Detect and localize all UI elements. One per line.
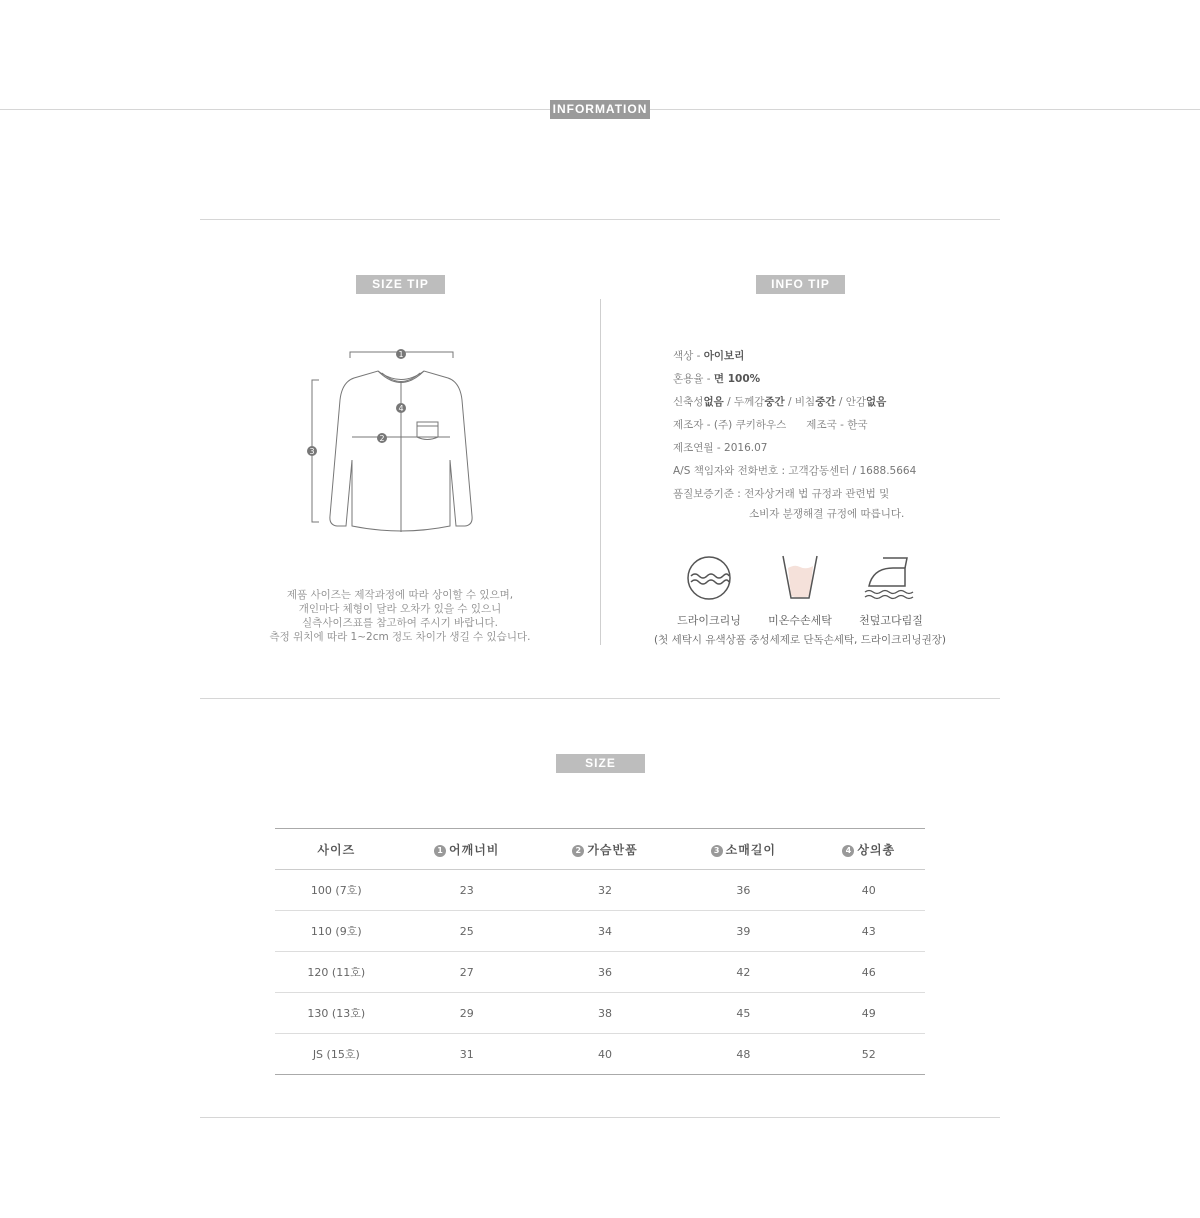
bottom-divider — [200, 1117, 1000, 1118]
size-tag: SIZE — [556, 754, 645, 773]
care-hand-wash — [755, 552, 845, 628]
table-row: 120 (11호) 27 36 42 46 — [275, 952, 925, 993]
svg-text:4: 4 — [398, 404, 404, 413]
garment-diagram — [300, 340, 500, 540]
care-iron — [846, 552, 936, 628]
table-row: 110 (9호) 25 34 39 43 — [275, 911, 925, 952]
section-divider-2 — [200, 698, 1000, 699]
iron-with-cloth-icon — [861, 552, 921, 604]
care-label: 드라이크리닝 — [677, 614, 741, 627]
header-shoulder: 1 어깨너비 — [398, 829, 536, 870]
lukewarm-hand-wash-icon — [775, 552, 825, 602]
info-warranty: 품질보증기준 : 전자상거래 법 규정과 관련법 및 소비자 분쟁해결 규정에 따릅니다. — [673, 488, 905, 520]
table-row: 130 (13호) 29 38 45 49 — [275, 993, 925, 1034]
info-fabric-properties: 신축성없음 / 두께감중간 / 비침중간 / 안감없음 — [673, 396, 887, 408]
size-note-line: 측정 위치에 따라 1~2cm 정도 차이가 생길 수 있습니다. — [269, 631, 531, 643]
size-note-line: 실측사이즈표를 참고하여 주시기 바랍니다. — [302, 617, 498, 629]
table-row: JS (15호) 31 40 48 52 — [275, 1034, 925, 1075]
size-tip-tag: SIZE TIP — [356, 275, 445, 294]
header-chest: 2 가슴반품 — [536, 829, 674, 870]
size-table — [275, 828, 925, 1075]
section-divider-1 — [200, 219, 1000, 220]
care-label: 천덮고다림질 — [859, 614, 923, 627]
svg-text:3: 3 — [309, 447, 315, 456]
header-size: 사이즈 — [275, 829, 398, 870]
header-sleeve: 3 소매길이 — [674, 829, 812, 870]
info-blend: 혼용율 - 면 100% — [673, 373, 761, 385]
size-note-line: 제품 사이즈는 제작과정에 따라 상이할 수 있으며, — [286, 589, 514, 601]
information-tag: INFORMATION — [550, 100, 650, 119]
care-dry-clean — [664, 552, 754, 628]
size-tip-notes — [230, 588, 570, 644]
care-label: 미온수손세탁 — [768, 614, 832, 627]
info-list — [673, 348, 916, 523]
dry-clean-icon — [684, 552, 734, 602]
svg-text:1: 1 — [398, 350, 404, 359]
info-maker: 제조자 - (주) 쿠키하우스 제조국 - 한국 — [673, 419, 868, 431]
care-note: (첫 세탁시 유색상품 중성세제로 단독손세탁, 드라이크리닝권장) — [654, 634, 946, 646]
size-note-line: 개인마다 체형이 달라 오차가 있을 수 있으니 — [298, 603, 502, 615]
center-divider — [600, 299, 601, 645]
info-date: 제조연월 - 2016.07 — [673, 442, 768, 454]
header-length: 4 상의총 — [813, 829, 926, 870]
info-color: 색상 - 아이보리 — [673, 350, 745, 362]
svg-text:2: 2 — [379, 434, 385, 443]
size-table-header — [275, 829, 925, 870]
info-tip-tag: INFO TIP — [756, 275, 845, 294]
table-row: 100 (7호) 23 32 36 40 — [275, 870, 925, 911]
info-as-contact: A/S 책임자와 전화번호 : 고객감동센터 / 1688.5664 — [673, 465, 917, 477]
